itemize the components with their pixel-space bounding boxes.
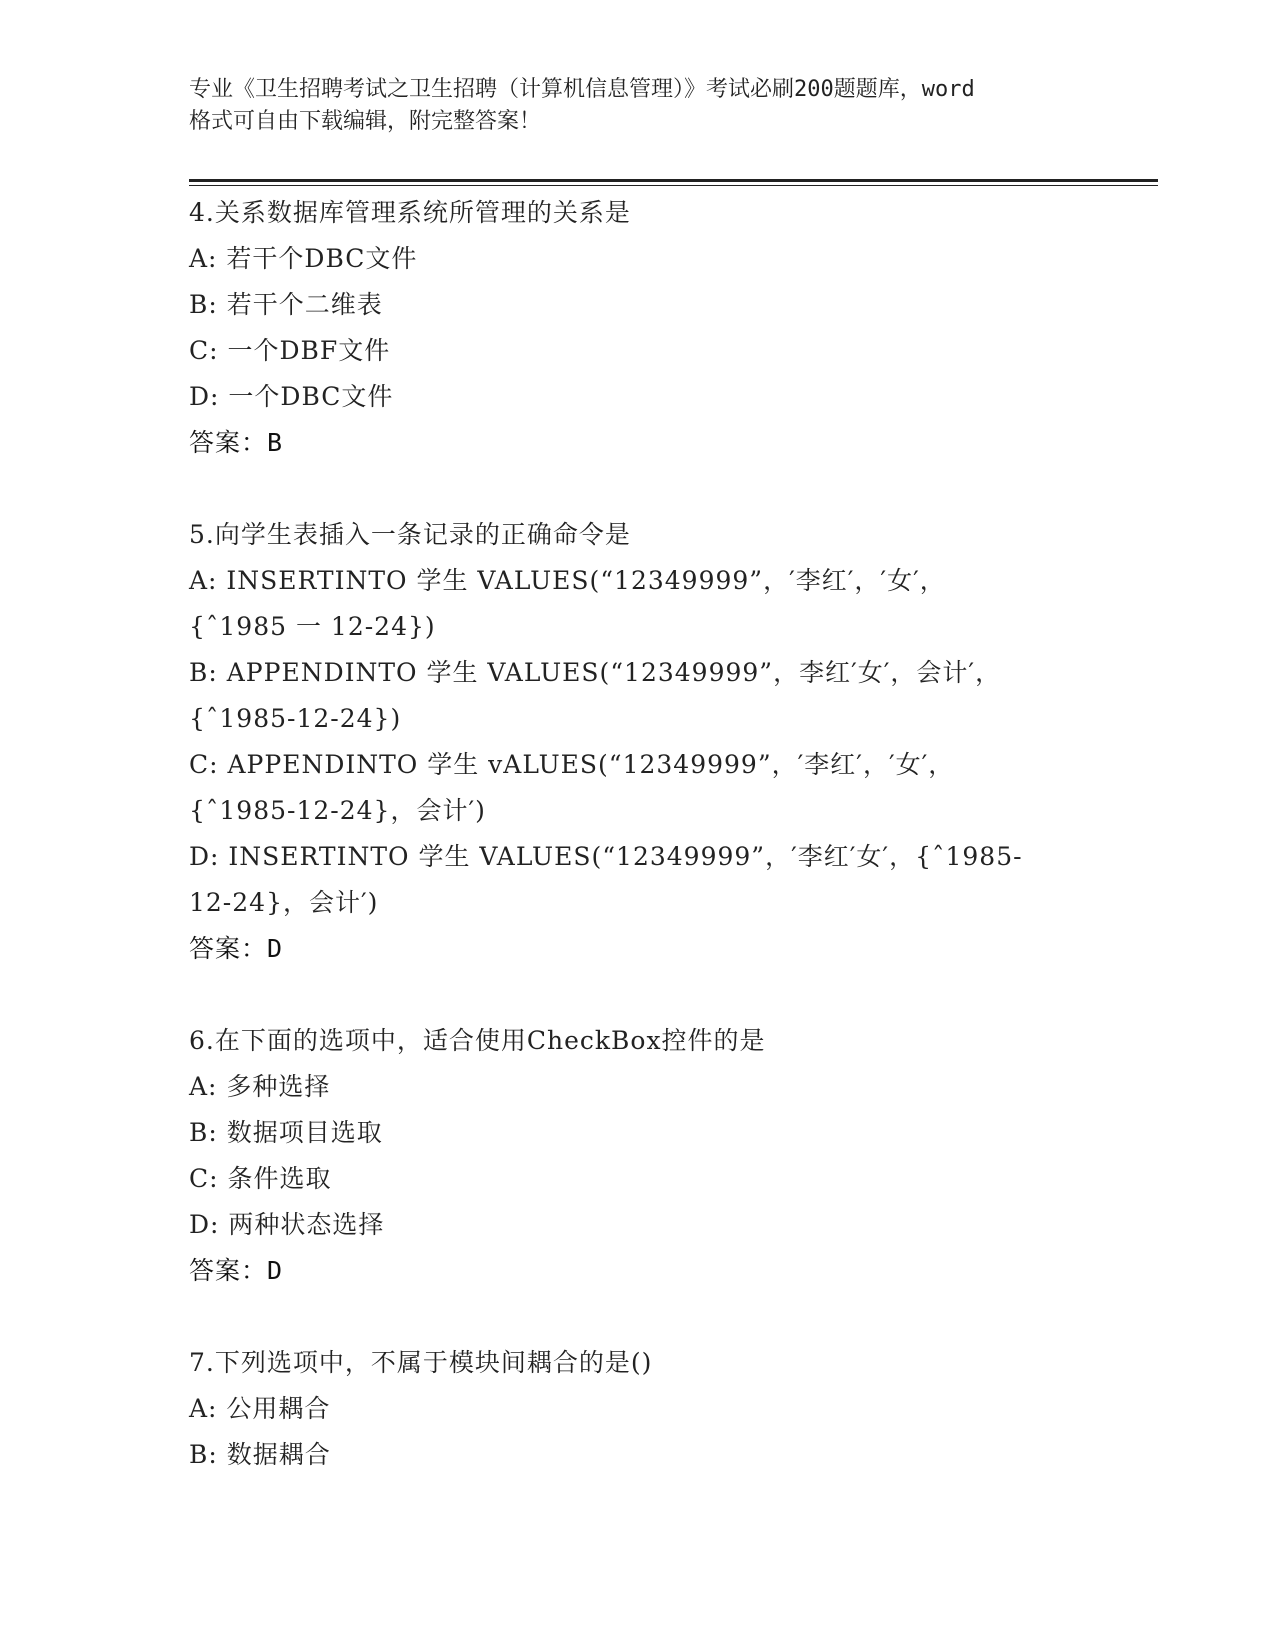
option-a-continued: {ˆ1985 一 12-24}) (189, 612, 436, 641)
answer-line: 答案：D (189, 1256, 284, 1285)
option-c: C: APPENDINTO 学生 vALUES(“12349999”，′李红′，′女′， (189, 750, 955, 779)
header-line-2: 格式可自由下载编辑，附完整答案！ (189, 109, 542, 134)
option-a: A: 多种选择 (189, 1072, 331, 1101)
option-a: A: INSERTINTO 学生 VALUES(“12349999”，′李红′，′女′， (189, 566, 946, 595)
header-divider-thick (189, 179, 1158, 182)
question-6 (189, 1018, 1089, 1294)
question-stem: 5.向学生表插入一条记录的正确命令是 (189, 520, 631, 549)
option-a: A: 若干个DBC文件 (189, 244, 418, 273)
header-divider-thin (189, 185, 1158, 186)
option-c-continued: {ˆ1985-12-24}，会计′) (189, 796, 486, 825)
option-c: C: 条件选取 (189, 1164, 332, 1193)
option-b: B: 若干个二维表 (189, 290, 383, 319)
option-d: D: INSERTINTO 学生 VALUES(“12349999”，′李红′女′，{ˆ1985- (189, 842, 1023, 871)
option-d: D: 一个DBC文件 (189, 382, 394, 411)
option-b: B: APPENDINTO 学生 VALUES(“12349999”，李红′女′，会计′， (189, 658, 1002, 687)
answer-line: 答案：B (189, 428, 284, 457)
header-line-1: 专业《卫生招聘考试之卫生招聘（计算机信息管理）》考试必刷200题题库，word (189, 77, 975, 102)
option-b: B: 数据项目选取 (189, 1118, 383, 1147)
question-stem: 4.关系数据库管理系统所管理的关系是 (189, 198, 631, 227)
question-stem: 6.在下面的选项中，适合使用CheckBox控件的是 (189, 1026, 766, 1055)
option-d-continued: 12-24}，会计′) (189, 888, 379, 917)
option-c: C: 一个DBF文件 (189, 336, 391, 365)
document-header (189, 74, 1089, 138)
option-d: D: 两种状态选择 (189, 1210, 385, 1239)
answer-line: 答案：D (189, 934, 284, 963)
option-a: A: 公用耦合 (189, 1394, 331, 1423)
question-stem: 7.下列选项中，不属于模块间耦合的是() (189, 1348, 653, 1377)
question-list (189, 190, 1089, 1524)
question-7 (189, 1340, 1089, 1478)
option-b-continued: {ˆ1985-12-24}) (189, 704, 402, 733)
question-4 (189, 190, 1089, 466)
question-5 (189, 512, 1089, 972)
option-b: B: 数据耦合 (189, 1440, 331, 1469)
